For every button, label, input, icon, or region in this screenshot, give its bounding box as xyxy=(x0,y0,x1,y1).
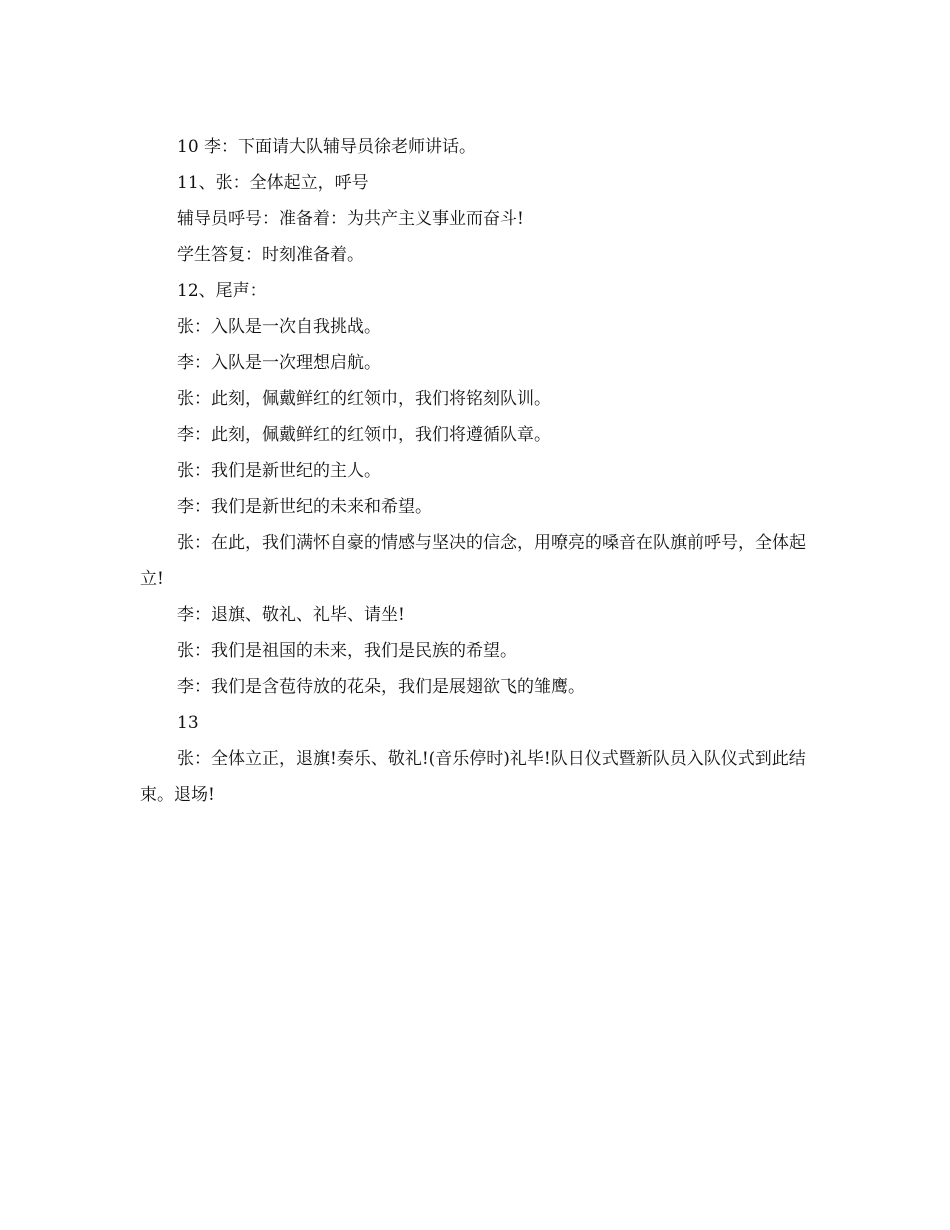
paragraph-closing: 张：全体立正，退旗!奏乐、敬礼!(音乐停时)礼毕!队日仪式暨新队员入队仪式到此结束。退场! xyxy=(140,749,806,805)
paragraph-line: 张：在此，我们满怀自豪的情感与坚决的信念，用嘹亮的嗓音在队旗前呼号，全体起立! xyxy=(140,533,806,589)
paragraph-line: 张：我们是祖国的未来，我们是民族的希望。 xyxy=(177,641,517,661)
paragraph-line: 张：我们是新世纪的主人。 xyxy=(177,461,381,481)
paragraph-student-reply: 学生答复：时刻准备着。 xyxy=(177,245,364,265)
paragraph-line: 李：入队是一次理想启航。 xyxy=(177,353,381,373)
paragraph-epilogue-heading: 12、尾声： xyxy=(177,281,267,301)
paragraph-line: 李：我们是新世纪的未来和希望。 xyxy=(177,497,432,517)
paragraph-section-number: 13 xyxy=(177,713,199,733)
paragraph-line: 张：此刻，佩戴鲜红的红领巾，我们将铭刻队训。 xyxy=(177,389,551,409)
paragraph-line: 李：退旗、敬礼、礼毕、请坐! xyxy=(177,605,405,625)
document-body xyxy=(140,129,810,813)
paragraph-line: 张：入队是一次自我挑战。 xyxy=(177,317,381,337)
paragraph-speech-li-counselor: 10 李：下面请大队辅导员徐老师讲话。 xyxy=(177,137,477,157)
paragraph-line: 李：此刻，佩戴鲜红的红领巾，我们将遵循队章。 xyxy=(177,425,551,445)
paragraph-counselor-call: 辅导员呼号：准备着：为共产主义事业而奋斗! xyxy=(177,209,524,229)
paragraph-stand-up: 11、张：全体起立，呼号 xyxy=(177,173,369,193)
paragraph-line: 李：我们是含苞待放的花朵，我们是展翅欲飞的雏鹰。 xyxy=(177,677,585,697)
